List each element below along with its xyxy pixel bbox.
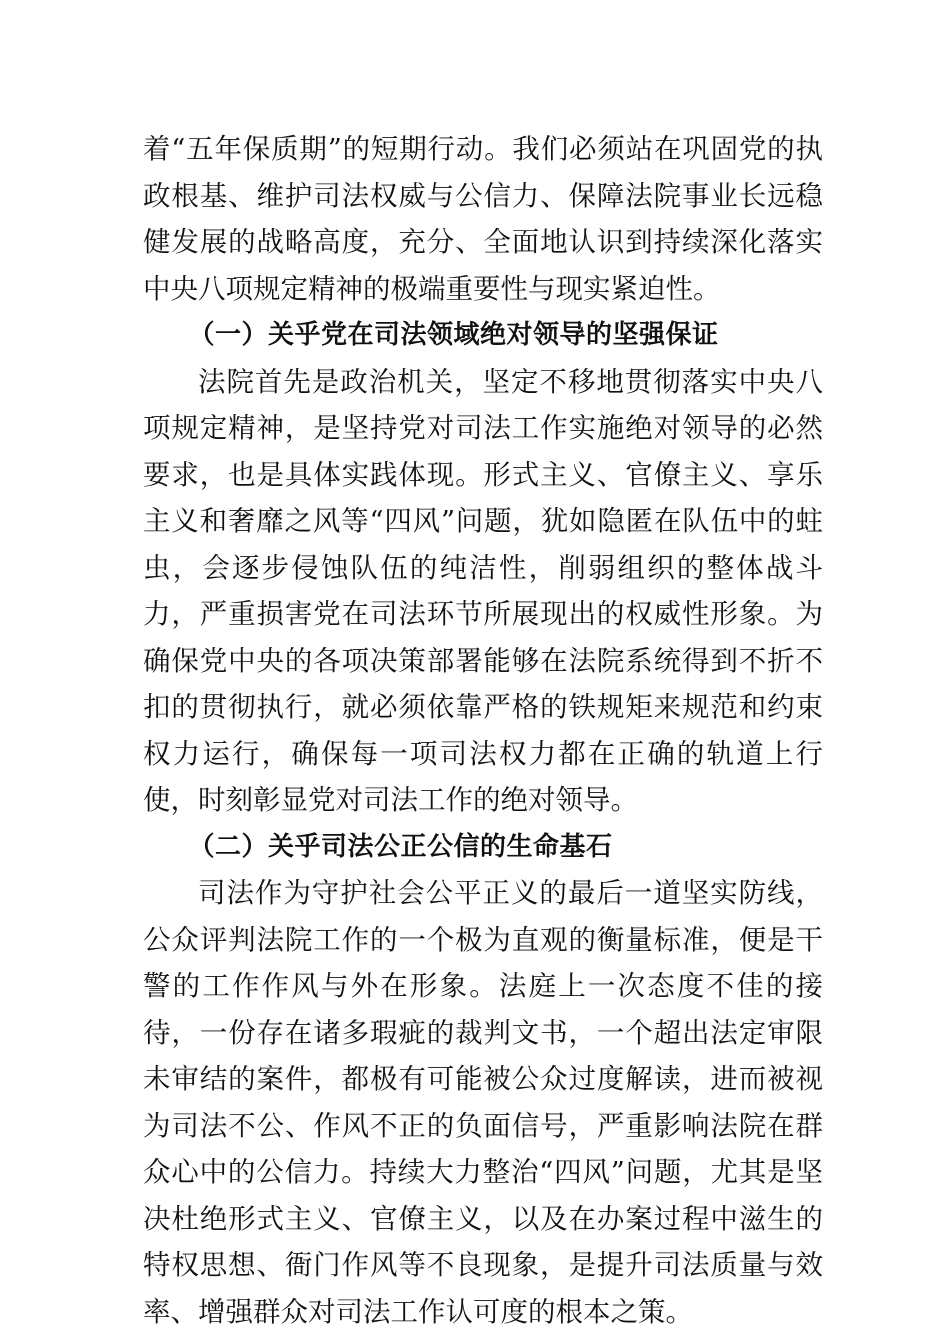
paragraph-party-leadership: 法院首先是政治机关，坚定不移地贯彻落实中央八项规定精神，是坚持党对司法工作实施绝对领导的必然要求，也是具体实践体现。形式主义、官僚主义、享乐主义和奢靡之风等“四风”问题，犹如隐匿在队伍中的蛀虫，会逐步侵蚀队伍的纯洁性，削弱组织的整体战斗力，严重损害党在司法环节所展现出的权威性形象。为确保党中央的各项决策部署能够在法院系统得到不折不扣的贯彻执行，就必须依靠严格的铁规矩来规范和约束权力运行，确保每一项司法权力都在正确的轨道上行使，时刻彰显党对司法工作的绝对领导。 bbox=[143, 365, 823, 816]
section-heading-1: （一）关乎党在司法领域绝对领导的坚强保证 bbox=[188, 320, 719, 350]
section-heading-2: （二）关乎司法公正公信的生命基石 bbox=[188, 831, 613, 862]
paragraph-continued-intro: 着“五年保质期”的短期行动。我们必须站在巩固党的执政根基、维护司法权威与公信力、保障法院事业长远稳健发展的战略高度，充分、全面地认识到持续深化落实中央八项规定精神的极端重要性与现实紧迫性。 bbox=[143, 133, 823, 305]
document-body bbox=[143, 126, 823, 1335]
paragraph-judicial-credibility: 司法作为守护社会公平正义的最后一道坚实防线，公众评判法院工作的一个极为直观的衡量标准，便是干警的工作作风与外在形象。法庭上一次态度不佳的接待，一份存在诸多瑕疵的裁判文书，一个超出法定审限未审结的案件，都极有可能被公众过度解读，进而被视为司法不公、作风不正的负面信号，严重影响法院在群众心中的公信力。持续大力整治“四风”问题，尤其是坚决杜绝形式主义、官僚主义，以及在办案过程中滋生的特权思想、衙门作风等不良现象，是提升司法质量与效率、增强群众对司法工作认可度的根本之策。 bbox=[143, 877, 823, 1328]
